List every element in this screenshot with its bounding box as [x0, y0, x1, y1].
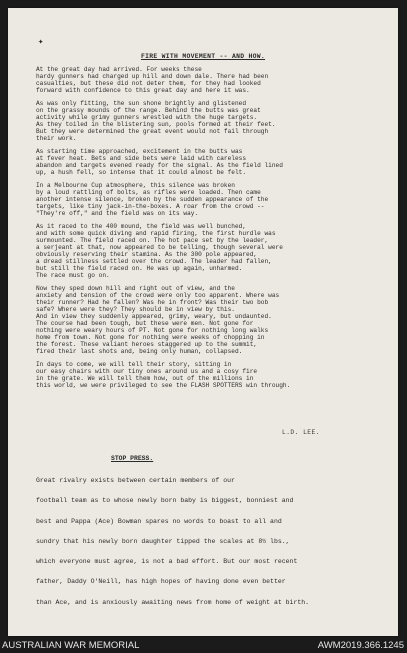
stop-press-text: Great rivalry exists between certain members of our football team as to whose newly born baby is biggest, bonniest and best and Pappa (Ace) Bowman spares no words to boast to all and sundry that his newly born daughter tipped the scales at 8½ lbs., which everyone must agree, is not a bad effort. But our most recent father, Daddy O'Neill, has high hopes of having done even better than Ace, and is anxiously awaiting news from home of weight at birth.: [36, 477, 310, 606]
paragraph: Now they sped down hill and right out of view, and the anxiety and tension of the crowd were only too apparent. Where was their runner? Had he fallen? Was he in front? Was their two bob safe? Where were they? They should be in view by this. And in view they suddenly appeared, grimy, weary, but undaunted. The course had been tough, but these were men. Not gone for nothing were weary hours of PT. Not gone for nothing long walks home from town. Not gone for nothing were weeks of chopping in the forest. These valiant heroes staggered up to the summit, fired their last shots and, being only human, collapsed.: [36, 285, 280, 355]
author-signature: L.D. LEE.: [282, 429, 320, 436]
paragraph: As was only fitting, the sun shone brightly and glistened on the grassy mounds of the range. Behind the butts was great activity while grimy gunners wrestled with the huge targets. As they toiled in the blistering sun, pools formed at their feet. But they were determined the great event would not fail through their work.: [36, 100, 276, 142]
archive-footer: [0, 640, 407, 653]
paragraph: In a Melbourne Cup atmosphere, this silence was broken by a loud rattling of bolts, as rifles were loaded. Then came another intense silence, broken by the sudden appearance of the targets, like tiny jack-in-the-boxes. A roar from the crowd -- "They're off," and the field was on its way.: [36, 182, 269, 217]
stop-press-title: STOP PRESS.: [111, 455, 154, 462]
corner-mark: ✦: [38, 37, 44, 47]
paragraph: In days to come, we will tell their story, sitting in our easy chairs with our tiny ones around us and a cosy fire in the grate. We will tell them how, out of the millions in this world, we were privileged to see the FLASH SPOTTERS win through.: [36, 361, 291, 389]
article-body: [36, 66, 374, 395]
paragraph: At the great day had arrived. For weeks these hardy gunners had charged up hill and down dale. There had been casualties, but these did not deter them, for they had looked forward with confidence to this great day and here it was.: [36, 66, 269, 94]
document-page: [8, 8, 398, 636]
paragraph: As starting time approached, excitement in the butts was at fever heat. Bets and side bets were laid with careless abandon and targets evened ready for the signal. As the field lined up, a hush fell, so intense that it could almost be felt.: [36, 148, 283, 176]
document-title: FIRE WITH MOVEMENT -- AND HOW.: [140, 53, 266, 60]
reference-number: AWM2019.366.1245: [317, 640, 404, 651]
paragraph: As it raced to the 400 mound, the field was well bunched, and with some quick diving and rapid firing, the first hurdle was surmounted. The field raced on. The hot pace set by the leader, a serjeant at that, now appeared to be telling, though several were obviously reserving their stamina. As the 300 pole appeared, a dread stillness settled over the crowd. The leader had fallen, but still the field raced on. He was up again, unharmed. The race must go on.: [36, 223, 283, 279]
institution-label: AUSTRALIAN WAR MEMORIAL: [2, 640, 140, 651]
